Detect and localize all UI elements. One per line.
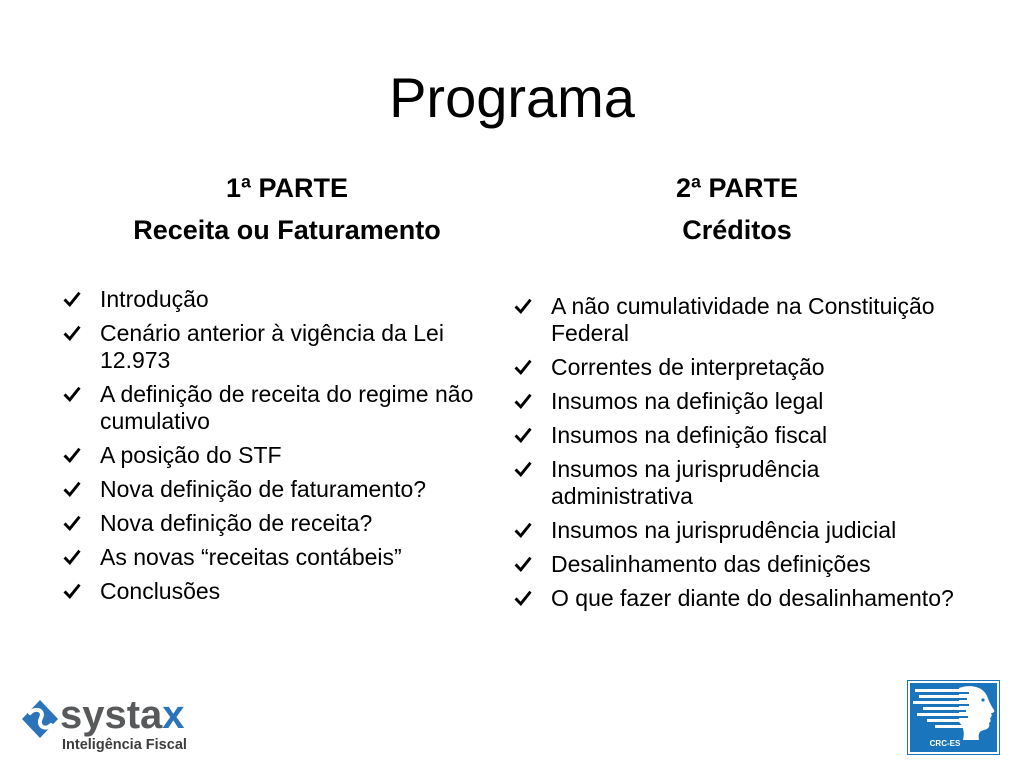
part-2-subheading: Créditos bbox=[682, 215, 792, 245]
topic-text: A não cumulatividade na Constituição Federal bbox=[551, 293, 935, 346]
checkmark-icon bbox=[514, 590, 532, 607]
part-2-header bbox=[537, 167, 937, 251]
topic-list-item bbox=[63, 578, 495, 605]
topic-text: A definição de receita do regime não cumulativo bbox=[100, 381, 474, 434]
checkmark-icon bbox=[63, 481, 81, 498]
checkmark-icon bbox=[63, 386, 81, 403]
part-2-topic-list bbox=[514, 293, 963, 619]
topic-text: Cenário anterior à vigência da Lei 12.973 bbox=[100, 320, 444, 373]
slide-title: Programa bbox=[389, 66, 635, 129]
checkmark-icon bbox=[63, 325, 81, 342]
topic-text: Correntes de interpretação bbox=[551, 354, 825, 380]
topic-text: Desalinhamento das definições bbox=[551, 551, 871, 577]
topic-list-item bbox=[514, 354, 963, 381]
topic-list-item bbox=[63, 320, 495, 374]
part-1-topic-list bbox=[63, 286, 495, 612]
part-1-subheading: Receita ou Faturamento bbox=[133, 215, 441, 245]
topic-text: A posição do STF bbox=[100, 442, 282, 468]
topic-text: Insumos na definição fiscal bbox=[551, 422, 828, 448]
topic-list-item bbox=[63, 544, 495, 571]
topic-list-item bbox=[514, 551, 963, 578]
checkmark-icon bbox=[514, 522, 532, 539]
checkmark-icon bbox=[514, 556, 532, 573]
topic-list-item bbox=[514, 422, 963, 449]
checkmark-icon bbox=[514, 427, 532, 444]
topic-list-item bbox=[63, 476, 495, 503]
topic-list-item bbox=[63, 286, 495, 313]
topic-list-item bbox=[514, 388, 963, 415]
topic-text: Insumos na definição legal bbox=[551, 388, 824, 414]
topic-list-item bbox=[514, 456, 963, 510]
checkmark-icon bbox=[63, 515, 81, 532]
topic-text: O que fazer diante do desalinhamento? bbox=[551, 585, 954, 611]
topic-list-item bbox=[63, 442, 495, 469]
checkmark-icon bbox=[63, 291, 81, 308]
part-2-heading: 2ª PARTE bbox=[675, 173, 798, 203]
topic-text: Insumos na jurisprudência judicial bbox=[551, 517, 897, 543]
topic-list-item bbox=[63, 510, 495, 537]
topic-text: Insumos na jurisprudência administrativa bbox=[551, 456, 820, 509]
checkmark-icon bbox=[63, 583, 81, 600]
checkmark-icon bbox=[514, 298, 532, 315]
checkmark-icon bbox=[63, 549, 81, 566]
systax-tagline: Inteligência Fiscal bbox=[62, 737, 187, 753]
topic-text: Introdução bbox=[100, 286, 209, 312]
topic-text: As novas “receitas contábeis” bbox=[100, 544, 402, 570]
checkmark-icon bbox=[514, 359, 532, 376]
systax-wordmark: systax bbox=[60, 693, 185, 737]
topic-text: Nova definição de receita? bbox=[100, 510, 373, 536]
checkmark-icon bbox=[63, 447, 81, 464]
topic-text: Nova definição de faturamento? bbox=[100, 476, 427, 502]
checkmark-icon bbox=[514, 393, 532, 410]
topic-list-item bbox=[514, 517, 963, 544]
systax-diamond-icon bbox=[21, 699, 59, 739]
checkmark-icon bbox=[514, 461, 532, 478]
part-1-header bbox=[87, 167, 487, 251]
crc-label: CRC-ES bbox=[929, 739, 961, 748]
topic-list-item bbox=[63, 381, 495, 435]
topic-list-item bbox=[514, 585, 963, 612]
topic-text: Conclusões bbox=[100, 578, 221, 604]
topic-list-item bbox=[514, 293, 963, 347]
part-1-heading: 1ª PARTE bbox=[225, 173, 348, 203]
